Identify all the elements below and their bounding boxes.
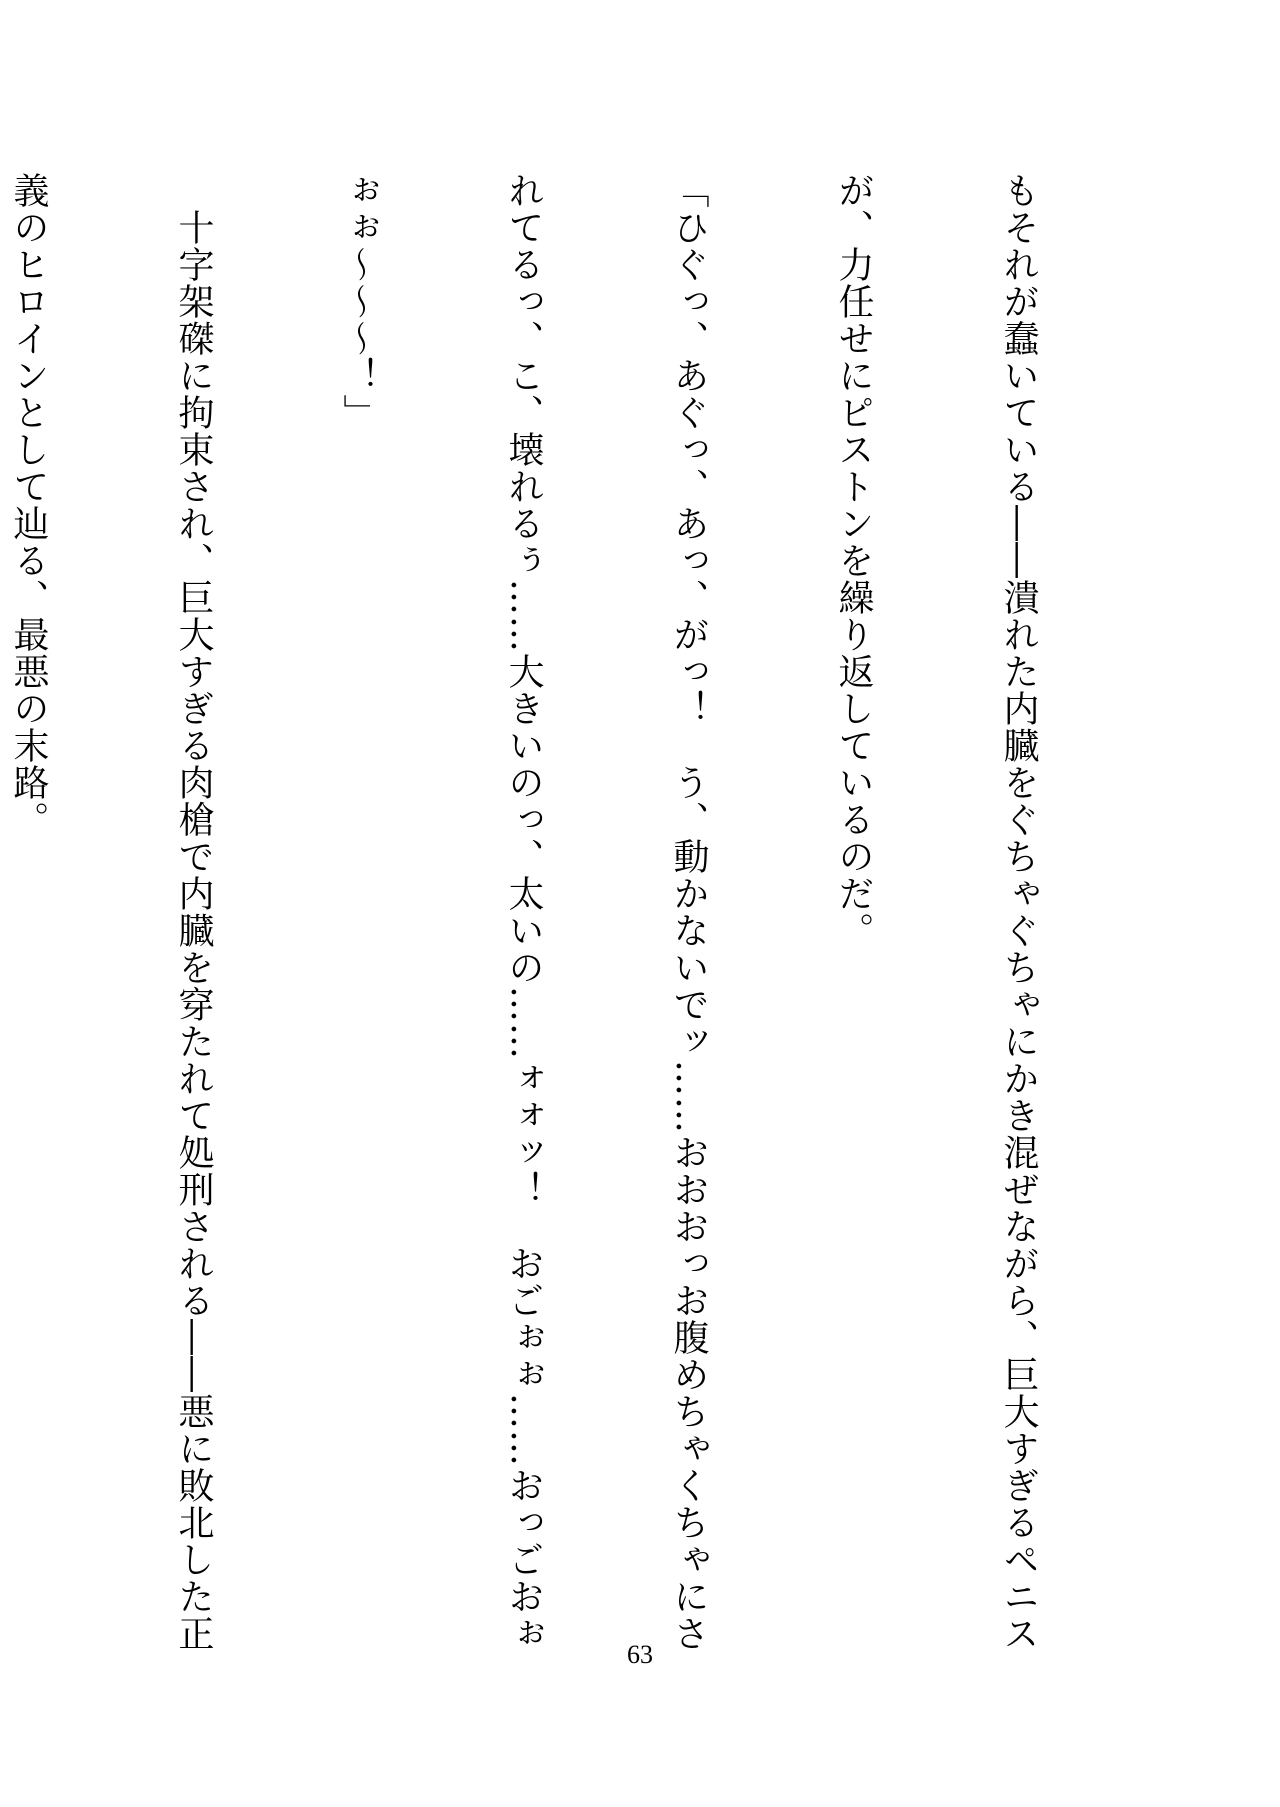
text-line: ぉぉ～～～！」	[338, 172, 379, 431]
page-number: 63	[627, 1640, 653, 1669]
body-text	[0, 172, 1156, 1652]
text-line: が、力任せにピストンを繰り返しているのだ。	[833, 172, 874, 949]
text-line: れてるっ、こ、壊れるぅ……大きいのっ、太いの……ォォッ！ おごぉぉ……おっごおぉ	[503, 172, 544, 1652]
text-line: 「ひぐっ、あぐっ、あっ、がっ！ う、動かないでッ……おおおっお腹めちゃくちゃにさ	[668, 172, 709, 1652]
text-line: もそれが蠢いている――潰れた内臓をぐちゃぐちゃにかき混ぜながら、巨大すぎるペニス	[998, 172, 1039, 1652]
text-line: 義のヒロインとして辿る、最悪の末路。	[8, 172, 49, 838]
text-line: 十字架磔に拘束され、巨大すぎる肉槍で内臓を穿たれて処刑される――悪に敗北した正	[173, 172, 214, 1652]
